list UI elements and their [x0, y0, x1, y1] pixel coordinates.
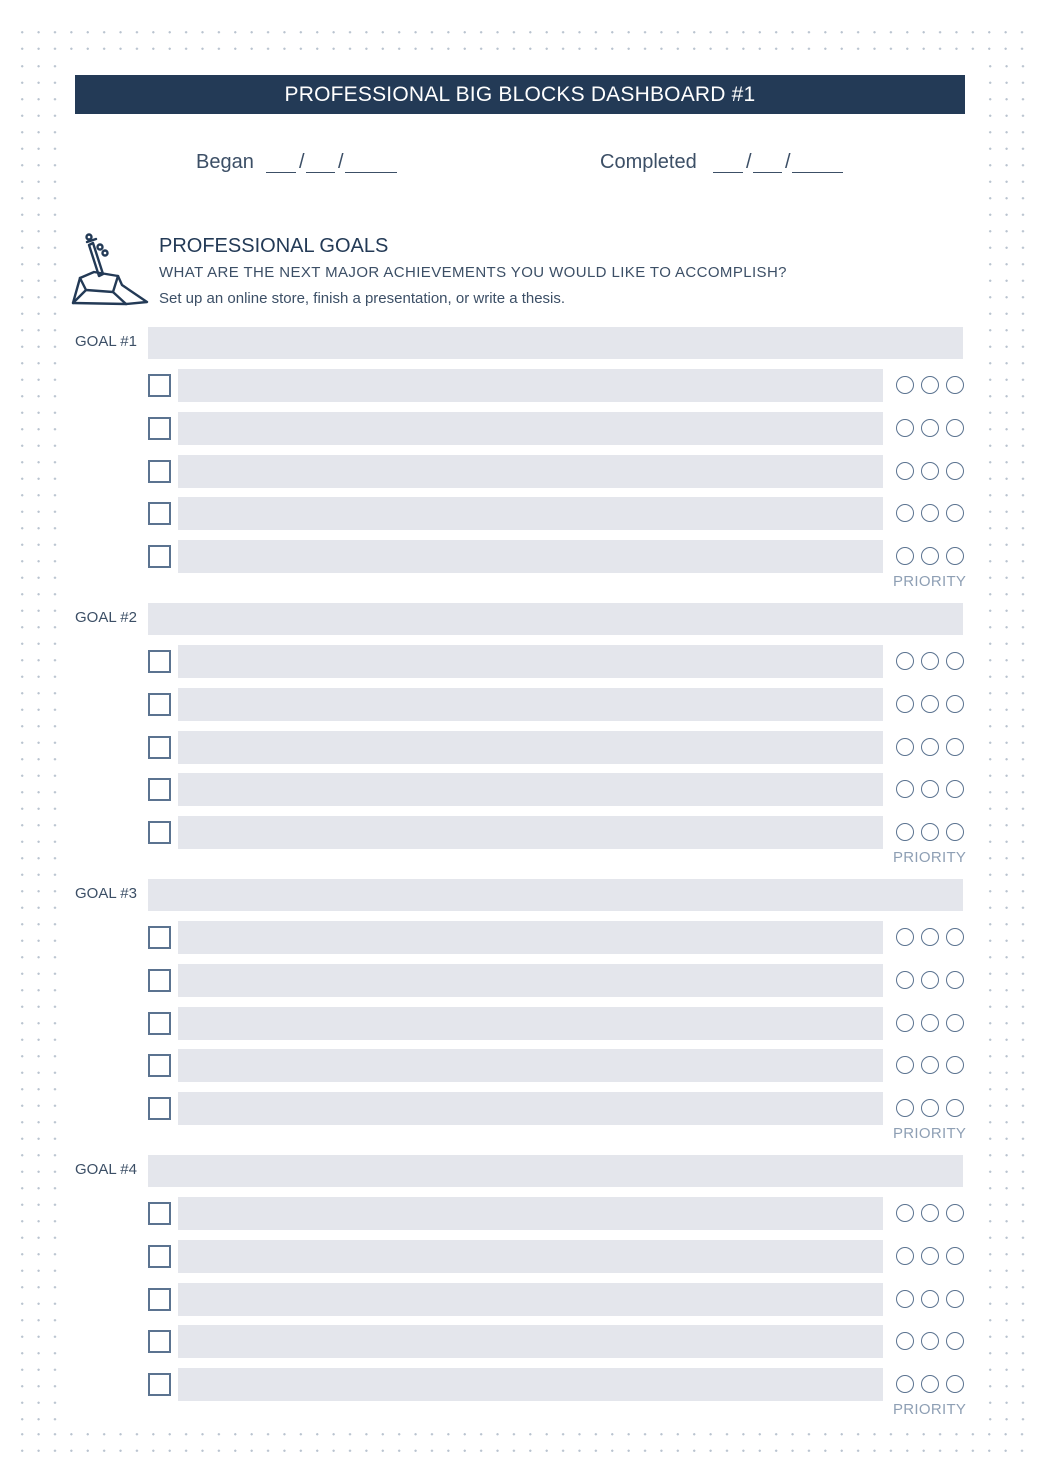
task-input[interactable] — [178, 1197, 883, 1230]
priority-circle-3[interactable] — [946, 823, 964, 841]
priority-label: PRIORITY — [893, 1401, 967, 1418]
priority-circle-2[interactable] — [921, 1099, 939, 1117]
priority-circle-3[interactable] — [946, 547, 964, 565]
priority-circle-2[interactable] — [921, 738, 939, 756]
began-year-field[interactable] — [345, 172, 397, 173]
completed-day-field[interactable] — [753, 172, 782, 173]
goal-label: GOAL #2 — [75, 609, 137, 626]
began-label: Began — [196, 151, 254, 173]
task-input[interactable] — [178, 1325, 883, 1358]
priority-circle-1[interactable] — [896, 738, 914, 756]
priority-circle-1[interactable] — [896, 547, 914, 565]
priority-circle-2[interactable] — [921, 823, 939, 841]
priority-circle-2[interactable] — [921, 695, 939, 713]
task-checkbox[interactable] — [148, 926, 171, 949]
task-input[interactable] — [178, 1049, 883, 1082]
priority-circle-1[interactable] — [896, 695, 914, 713]
task-checkbox[interactable] — [148, 460, 171, 483]
task-input[interactable] — [178, 1092, 883, 1125]
task-checkbox[interactable] — [148, 1054, 171, 1077]
priority-circle-2[interactable] — [921, 928, 939, 946]
task-input[interactable] — [178, 773, 883, 806]
priority-circle-2[interactable] — [921, 1247, 939, 1265]
priority-circle-1[interactable] — [896, 652, 914, 670]
priority-circle-1[interactable] — [896, 1056, 914, 1074]
task-input[interactable] — [178, 921, 883, 954]
priority-circle-1[interactable] — [896, 1375, 914, 1393]
priority-circle-2[interactable] — [921, 971, 939, 989]
priority-circle-3[interactable] — [946, 1204, 964, 1222]
task-checkbox[interactable] — [148, 1373, 171, 1396]
priority-circle-1[interactable] — [896, 823, 914, 841]
priority-circle-3[interactable] — [946, 780, 964, 798]
dot-grid-bottom — [14, 1426, 1026, 1462]
completed-year-field[interactable] — [792, 172, 843, 173]
priority-circle-1[interactable] — [896, 504, 914, 522]
goal-input[interactable] — [148, 603, 963, 635]
priority-circle-3[interactable] — [946, 1332, 964, 1350]
task-input[interactable] — [178, 645, 883, 678]
priority-circle-1[interactable] — [896, 1014, 914, 1032]
section-example: Set up an online store, finish a presentation, or write a thesis. — [159, 290, 566, 307]
priority-circle-1[interactable] — [896, 1332, 914, 1350]
priority-circle-3[interactable] — [946, 504, 964, 522]
task-input[interactable] — [178, 1240, 883, 1273]
task-input[interactable] — [178, 455, 883, 488]
completed-label: Completed — [600, 151, 697, 173]
completed-month-field[interactable] — [713, 172, 743, 173]
goal-input[interactable] — [148, 879, 963, 911]
page-title: PROFESSIONAL BIG BLOCKS DASHBOARD #1 — [75, 75, 965, 114]
task-checkbox[interactable] — [148, 374, 171, 397]
priority-circle-1[interactable] — [896, 1204, 914, 1222]
dot-grid-right — [982, 58, 1026, 1426]
priority-circle-1[interactable] — [896, 928, 914, 946]
began-month-field[interactable] — [266, 172, 296, 173]
began-separator-2: / — [338, 151, 344, 173]
task-checkbox[interactable] — [148, 650, 171, 673]
priority-circle-2[interactable] — [921, 780, 939, 798]
began-separator-1: / — [299, 151, 305, 173]
priority-circle-2[interactable] — [921, 376, 939, 394]
task-input[interactable] — [178, 688, 883, 721]
goal-input[interactable] — [148, 327, 963, 359]
priority-circle-3[interactable] — [946, 652, 964, 670]
task-checkbox[interactable] — [148, 502, 171, 525]
task-input[interactable] — [178, 731, 883, 764]
section-question: WHAT ARE THE NEXT MAJOR ACHIEVEMENTS YOU WOULD LIKE TO ACCOMPLISH? — [159, 264, 787, 281]
priority-circle-3[interactable] — [946, 376, 964, 394]
priority-circle-1[interactable] — [896, 462, 914, 480]
priority-circle-3[interactable] — [946, 738, 964, 756]
sword-in-stone-icon — [70, 230, 150, 310]
priority-circle-1[interactable] — [896, 376, 914, 394]
priority-circle-1[interactable] — [896, 780, 914, 798]
task-checkbox[interactable] — [148, 969, 171, 992]
goal-input[interactable] — [148, 1155, 963, 1187]
task-checkbox[interactable] — [148, 778, 171, 801]
priority-circle-2[interactable] — [921, 1056, 939, 1074]
priority-circle-3[interactable] — [946, 1099, 964, 1117]
goal-label: GOAL #3 — [75, 885, 137, 902]
task-input[interactable] — [178, 540, 883, 573]
priority-circle-1[interactable] — [896, 971, 914, 989]
task-input[interactable] — [178, 1283, 883, 1316]
priority-circle-3[interactable] — [946, 462, 964, 480]
task-checkbox[interactable] — [148, 1097, 171, 1120]
task-input[interactable] — [178, 964, 883, 997]
priority-circle-2[interactable] — [921, 462, 939, 480]
priority-circle-1[interactable] — [896, 1099, 914, 1117]
task-checkbox[interactable] — [148, 1330, 171, 1353]
priority-circle-2[interactable] — [921, 1375, 939, 1393]
task-checkbox[interactable] — [148, 736, 171, 759]
section-title: PROFESSIONAL GOALS — [159, 235, 389, 257]
priority-circle-2[interactable] — [921, 547, 939, 565]
priority-circle-1[interactable] — [896, 1247, 914, 1265]
completed-separator-2: / — [785, 151, 791, 173]
task-input[interactable] — [178, 497, 883, 530]
task-checkbox[interactable] — [148, 1245, 171, 1268]
task-input[interactable] — [178, 816, 883, 849]
task-input[interactable] — [178, 369, 883, 402]
completed-separator-1: / — [746, 151, 752, 173]
priority-label: PRIORITY — [893, 849, 967, 866]
priority-circle-2[interactable] — [921, 1290, 939, 1308]
priority-circle-2[interactable] — [921, 652, 939, 670]
task-checkbox[interactable] — [148, 417, 171, 440]
task-checkbox[interactable] — [148, 693, 171, 716]
task-input[interactable] — [178, 1368, 883, 1401]
priority-label: PRIORITY — [893, 573, 967, 590]
priority-circle-3[interactable] — [946, 695, 964, 713]
priority-circle-2[interactable] — [921, 1204, 939, 1222]
priority-circle-3[interactable] — [946, 1014, 964, 1032]
priority-label: PRIORITY — [893, 1125, 967, 1142]
priority-circle-3[interactable] — [946, 971, 964, 989]
task-checkbox[interactable] — [148, 1202, 171, 1225]
task-input[interactable] — [178, 1007, 883, 1040]
priority-circle-3[interactable] — [946, 1056, 964, 1074]
task-checkbox[interactable] — [148, 1012, 171, 1035]
priority-circle-3[interactable] — [946, 1375, 964, 1393]
priority-circle-2[interactable] — [921, 1014, 939, 1032]
dot-grid-left — [14, 58, 58, 1426]
priority-circle-3[interactable] — [946, 419, 964, 437]
goal-label: GOAL #4 — [75, 1161, 137, 1178]
priority-circle-1[interactable] — [896, 1290, 914, 1308]
task-checkbox[interactable] — [148, 1288, 171, 1311]
priority-circle-1[interactable] — [896, 419, 914, 437]
priority-circle-3[interactable] — [946, 1290, 964, 1308]
priority-circle-2[interactable] — [921, 419, 939, 437]
task-checkbox[interactable] — [148, 545, 171, 568]
priority-circle-2[interactable] — [921, 1332, 939, 1350]
goal-label: GOAL #1 — [75, 333, 137, 350]
dot-grid-top — [14, 24, 1026, 58]
priority-circle-2[interactable] — [921, 504, 939, 522]
priority-circle-3[interactable] — [946, 928, 964, 946]
began-day-field[interactable] — [306, 172, 335, 173]
task-checkbox[interactable] — [148, 821, 171, 844]
priority-circle-3[interactable] — [946, 1247, 964, 1265]
task-input[interactable] — [178, 412, 883, 445]
